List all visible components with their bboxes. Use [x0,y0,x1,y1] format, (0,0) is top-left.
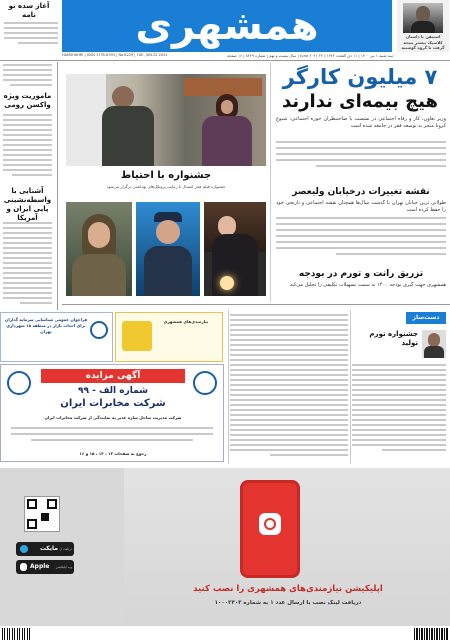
apple-sub: وب اپلیکیشن [55,565,72,569]
apple-button[interactable] [16,560,74,574]
banner-top-right[interactable] [0,312,113,362]
auction-number: شماره الف - ۹۹ [77,386,149,396]
masthead-logo: همشهری [135,3,319,49]
app-ad-title: اپلیکیشن نیازمندی‌های همشهری را نصب کنید [193,584,383,594]
phone-mockup [240,480,300,578]
app-logo-icon [259,513,281,535]
festival-photo-1[interactable] [204,202,266,296]
auction-ad[interactable] [0,364,224,462]
columnist-avatar [422,330,446,358]
auction-logo-left [7,371,31,395]
apple-icon [20,563,27,571]
auction-subtitle: شرکت مدیریت ساحل سازه غدیر به نمایندگی از شرکت مخابرات ایران [44,415,182,420]
latin-dateline: HAMSHAHRI | ISSN 1735-6393 | No.8229 | TUE. JUN.22 2021 [62,53,168,57]
festival-headline[interactable]: جشنواره با احتیاط [120,170,212,181]
story2-body: طولانی ترین خیابان تهران با گذشت سال‌ها همچنان نقشه اجتماعی و تاریخی خود را حفظ کرده است [276,200,446,213]
auction-title: آگهی مزایده [41,369,185,383]
banner-top-left[interactable] [115,312,223,362]
left-item2-title[interactable]: آشنایی با واسطه‌نشینی پایی ایران و آمریکا [3,187,52,222]
festival-photo-3[interactable] [66,202,132,296]
lead-headline-1[interactable]: ۷ میلیون کارگر [282,65,438,89]
barcode-left [2,628,32,640]
masthead-promo[interactable] [397,0,449,52]
column-label: دست‌ساز [406,312,446,324]
festival-main-photo[interactable] [66,74,266,166]
masthead-logo-banner [62,0,392,52]
top-left-title: آغاز سده نو نامه [8,2,50,19]
lead-body: وزیر تعاون، کار و رفاه اجتماعی در نشست با صاحبنظران حوزه اجتماعی: شیوع کرونا منجر به توسعه فقر در جامعه شده است [276,116,446,129]
myket-label: مایکت [39,545,58,552]
promo-caption: استیفن با داستان کلاسیک بیشتر نتیجه گرفت تا گروه گوشنبه [401,34,445,50]
story2-headline[interactable]: نقشه تغییرات درخیابان ولیعصر [292,187,430,197]
left-column [0,62,55,310]
dateline: سه شنبه ۱ تیر ۱۴۰۰ | ۱۱ ذی القعده ۱۴۴۲ | ۲۲ June ۲۰۲۱ | سال بیست و نهم | شماره ۸۲۲۹ | ۱۶ صفحه [227,53,393,58]
column-headline[interactable]: جشنواره تورم تولید [369,330,418,347]
middle-article-column [230,312,348,464]
lead-headline-2[interactable]: هیچ بیمه‌ای ندارند [282,91,438,112]
promo-photo [403,3,443,33]
myket-sub: دریافت از [59,547,72,551]
banner-top-right-text: فراخوان عمومی شناسایی سرمایه گذاران برای احداث بازار در منطقه ۱۵ شهرداری تهران [4,317,88,334]
festival-photo-2[interactable] [136,202,200,296]
apple-label: Apple [30,563,50,570]
column-body-lines [352,362,446,462]
story3-body: همشهری جهت گیری بودجه ۱۴۰۰ به سمت تسهیلات تکلیفی را تحلیل می‌کند [289,282,446,288]
banner-top-left-text: نیازمندی‌های همشهری [163,319,209,324]
banner-logo-icon [90,321,108,339]
app-ad[interactable] [0,468,450,626]
app-ad-sub: دریافت لینک نصب با ارسال عدد ۱ به شماره ۱۰۰۰۲۳۰۳ [214,600,362,606]
story2-body-lines [276,215,446,259]
story3-headline[interactable]: تزریق رانت و تورم در بودجه [298,269,424,279]
left-item1-title[interactable]: ماموریت ویژه واکسن رومی [3,92,52,109]
banner-icon [122,321,152,351]
festival-caption: جشنواره فیلم فجر امسال با رعایت پروتکل‌های بهداشتی برگزار می‌شود [106,184,226,189]
auction-logo-right [193,371,217,395]
masthead-left-box [0,0,58,52]
lead-body-lines [276,139,446,175]
myket-button[interactable] [16,542,74,556]
myket-icon [20,545,28,553]
auction-footer: رجوع به صفحات ۱۳ ، ۱۴ ، ۱۵ و ۱۶ [79,451,147,456]
qr-code[interactable] [24,496,60,532]
barcode-right [414,628,448,640]
auction-company: شرکت مخابرات ایران [60,398,166,409]
